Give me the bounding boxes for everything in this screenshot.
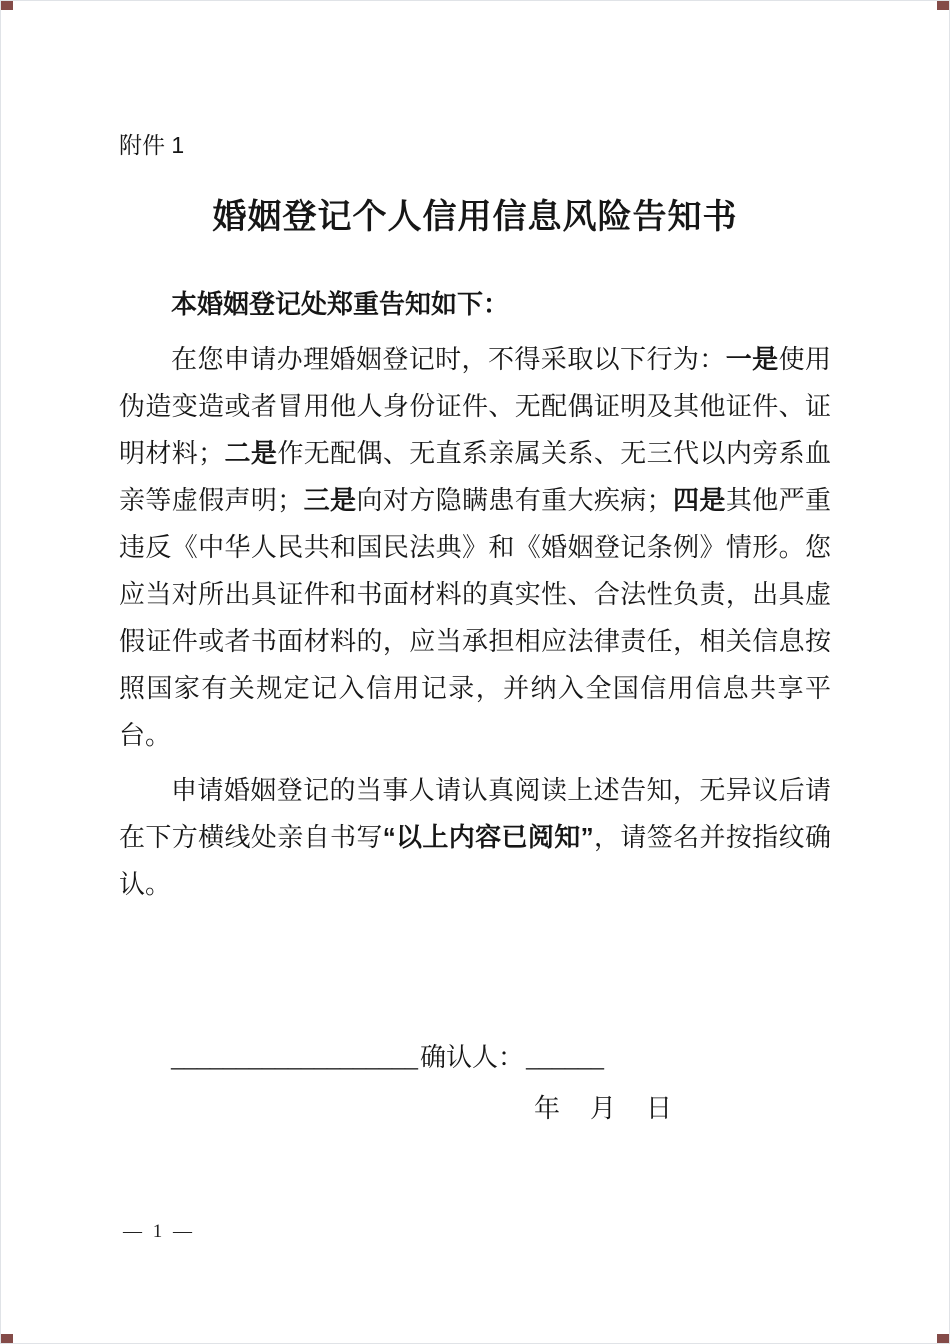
paragraph-signing-instruction [119,767,831,908]
document-content [1,1,949,1132]
p1-segment-1: 在您申请办理婚姻登记时，不得采取以下行为： [171,345,726,374]
confirm-name-line: ______ [526,1043,605,1072]
p1-keyword-second: 二是 [224,438,278,468]
confirm-person-label: 确认人： [420,1043,525,1072]
p1-segment-5: 其他严重违反《中华人民共和国民法典》和《婚姻登记条例》情形。您应当对所出具证件和书面材料的真实性、合法性负责，出具虚假证件或者书面材料的，应当承担相应法律责任，相关信息按照国家有关规定记入信用记录，并纳入全国信用信息共享平台。 [119,486,831,750]
p1-keyword-first: 一是 [725,344,779,374]
page-number: — 1 — [123,1221,195,1242]
p2-segment-1: 申请婚姻登记的当事人请认真阅读上述告知，无异议后请在下方横线处亲自书写 [119,776,831,852]
paragraph-prohibited-acts [119,336,831,759]
handwriting-line: ___________________ [171,1043,418,1072]
attachment-label: 附件 1 [119,132,185,158]
p1-segment-3: 作无配偶、无直系亲属关系、无三代以内旁系血亲等虚假声明； [119,439,831,515]
p1-segment-2: 使用伪造变造或者冒用他人身份证件、无配偶证明及其他证件、证明材料； [119,345,831,468]
p1-keyword-third: 三是 [303,485,357,515]
corner-mark-bottom-left [1,1334,13,1343]
p1-keyword-fourth: 四是 [672,485,726,515]
signature-row [119,1034,831,1081]
document-title: 婚姻登记个人信用信息风险告知书 [212,198,738,236]
p2-segment-2: ，请签名并按指纹确认。 [119,823,831,899]
p1-segment-4: 向对方隐瞒患有重大疾病； [356,486,673,515]
corner-mark-top-left [1,1,13,10]
p2-quoted-statement: “以上内容已阅知” [382,822,594,852]
corner-mark-top-right [937,1,949,10]
date-line: 年 月 日 [533,1094,674,1123]
corner-mark-bottom-right [937,1334,949,1343]
intro-statement: 本婚姻登记处郑重告知如下： [171,289,510,319]
